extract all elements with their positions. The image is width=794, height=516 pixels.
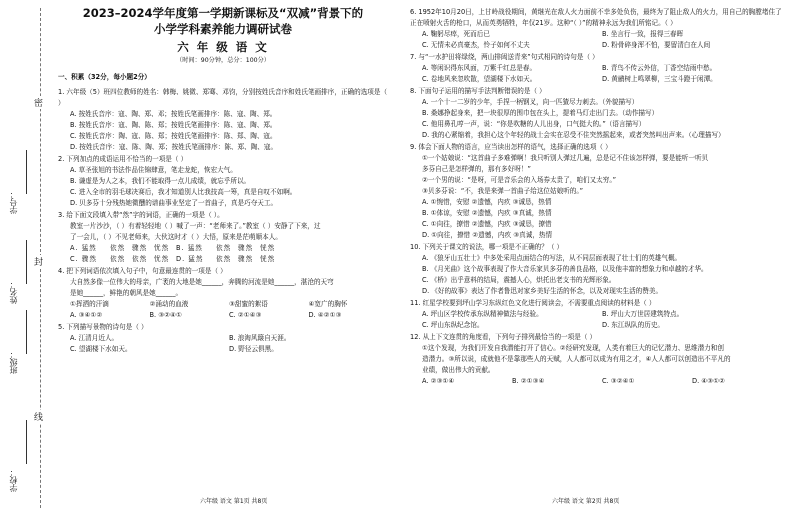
option-word: 依然 — [110, 244, 126, 252]
page-1 — [58, 6, 388, 356]
choice: ①挥洒的汗滴 — [70, 300, 109, 308]
seal-mark-xian: 线 — [34, 410, 43, 423]
option[interactable]: A. 《狼牙山五壮士》中多处采用点面结合的写法，从不同层面表现了壮士们的英雄气概。 — [422, 254, 682, 262]
exam-title-line2: 小学学科素养能力调研试卷 — [154, 22, 292, 36]
question-stem: 7. 与“一水护田将绿绕，两山排闼送青来”句式相同的诗句是（ ） — [410, 53, 599, 61]
option[interactable]: A. 一个十一二岁的少年，手捏一柄钢叉，向一匹猹尽力刺去。（外貌描写） — [422, 98, 639, 106]
option[interactable]: C. 无情未必真豪杰，怜子如何不丈夫 — [422, 41, 530, 49]
option-word: 依然 — [216, 244, 232, 252]
option[interactable]: B. 浪淘风簸自天涯。 — [229, 334, 291, 342]
question-3 — [58, 210, 388, 265]
option[interactable]: D. ④②①③ — [308, 311, 342, 319]
option[interactable]: D. 《好的故事》表达了作者鲁迅对家乡美好生活的怀念，以及对现实生活的赞美。 — [422, 287, 663, 295]
option[interactable]: D. 按姓氏音序：寇、陈、陶、郑；按姓氏笔画排序：陈、郑、陶、寇。 — [70, 143, 278, 151]
choice: ③甜蜜的絮语 — [229, 300, 268, 308]
option-word: 忧然 — [154, 255, 170, 263]
option[interactable]: D. 东江纵队的历史。 — [602, 321, 665, 329]
passage-line: ①这个发现，为我们开发自我潜能打开了信心。②经研究发现，人类有着巨大的记忆潜力、思维潜力和创 — [422, 344, 724, 352]
question-stem: 2. 下列加点的成语运用不恰当的一项是（ ） — [58, 155, 188, 163]
passage-line: ③贝多芬说：“不，我是来弹一首曲子给这位姑娘听的。” — [422, 187, 584, 195]
option[interactable]: A. ③④①② — [70, 311, 103, 319]
passage-line: ②一个男的说：“是呀，可是音乐会的入场券太贵了，咱们又太穷。” — [422, 176, 617, 184]
question-stem: 8. 下面句子运用的描写手法判断错误的是（ ） — [410, 87, 546, 95]
exam-title-line1: 2023–2024学年度第一学期新课标及“双减”背景下的 — [82, 6, 364, 20]
option[interactable]: D. 贝多芬十分残热她微醺的谱曲事业坚定了一首曲子，真是巧夺天工。 — [70, 199, 278, 207]
question-stem: 4. 把下列词语依次填入句子中，句意最连贯的一项是（ ） — [58, 267, 227, 275]
option[interactable]: A. 等闲识得东风面，万紫千红总是春。 — [422, 64, 537, 72]
passage-line: 是她______，鲜艳的朝风是她______。 — [70, 289, 183, 297]
option[interactable]: B. ③②④① — [149, 311, 182, 319]
question-5 — [58, 322, 388, 355]
passage-line: 多芬自己是怎样弹的，那有多好呀！” — [422, 165, 531, 173]
question-7 — [410, 52, 782, 85]
option[interactable]: C. ①向往，撩惜 ②遗憾，内疚 ③诚恳，撩惜 — [422, 220, 552, 228]
option[interactable]: C. 《桥》出乎意料的结局，震撼人心，烘托出老支书的光辉形象。 — [422, 276, 616, 284]
exam-meta: （时间：90分钟，总分：100分） — [176, 57, 270, 64]
school-label: 学校： — [9, 468, 18, 492]
binding-margin — [0, 0, 52, 516]
option-word: 骤然 — [238, 255, 254, 263]
passage-line: 大自然多像一位伟大的母亲，广袤的大地是她______，奔腾的河流是她______，湛沧的天穹 — [70, 278, 334, 286]
option[interactable]: B. 谦虚是为人之本，我们不能取得一点儿成绩，就忘乎所以。 — [70, 177, 251, 185]
question-8 — [410, 86, 782, 141]
option[interactable]: B. 坐言行一致，报得三春晖 — [602, 30, 684, 38]
question-stem: 6. 1952年10月20日，上甘岭战役期间，黄继光在敌人火力面前不幸多处负伤，最终为了阻止敌人的火力，用自己的胸膛堵住了正在喷射火舌的枪口，从而英勇牺牲，年仅21岁。这种“（ ）”的精神永远为我们所铭记。（ ） — [410, 8, 782, 27]
option[interactable]: C. 进入全市的羽毛球决赛后，我才知道别人比我技高一筹，真是自叹不如啊。 — [70, 188, 297, 196]
option[interactable]: C. 骤然 — [70, 255, 97, 263]
option[interactable]: D. 粉骨碎身浑不怕，要留清白在人间 — [602, 41, 711, 49]
answer-row — [410, 320, 782, 331]
option-word: 依然 — [110, 255, 126, 263]
option-word: 忧然 — [154, 244, 170, 252]
student-id-field[interactable] — [26, 150, 27, 194]
seal-mark-mi: 密 — [34, 96, 43, 109]
answer-row — [58, 344, 388, 355]
option-word: 骤然 — [238, 244, 254, 252]
option[interactable]: A. 鞠躬尽瘁，死而后已 — [422, 30, 490, 38]
word-options-row — [58, 254, 388, 265]
option[interactable]: B. 桑娜挣起身来，把一块很厚的围巾包在头上，提着马灯走出门去。（动作描写） — [422, 109, 659, 117]
page-footer-left: 六年级 语文 第1页 共8页 — [200, 498, 268, 505]
option[interactable]: C. 卷地风来忽吹散，望湖楼下水如天。 — [422, 75, 537, 83]
question-stem: 12. 从上下文连贯的角度看，下列句子排列最恰当的一项是（ ） — [410, 333, 597, 341]
option[interactable]: A. 江清月近人。 — [70, 334, 119, 342]
option-word: 恍然 — [260, 244, 276, 252]
option[interactable]: B. ①体谅，安慰 ②遗憾，内疚 ③真诚，热情 — [422, 209, 552, 217]
option[interactable]: D. 猛然 — [176, 255, 204, 263]
option[interactable]: C. ②①④③ — [229, 311, 262, 319]
answer-row — [410, 74, 782, 85]
page-2 — [410, 6, 782, 388]
choice-row — [58, 299, 388, 310]
option-word: 依然 — [216, 255, 232, 263]
passage-line: ①一个姑娘说：“这首曲子多难弹啊！我只听别人弹过几遍，总是记不住该怎样弹，要是能听一听贝 — [422, 154, 709, 162]
answer-row — [410, 63, 782, 74]
question-stem: 10. 下列关于课文的说法，哪一项是不正确的？（ ） — [410, 243, 564, 251]
word-options-row — [58, 243, 388, 254]
question-4 — [58, 266, 388, 321]
option[interactable]: C. 他用鼻孔哼一声，说：“你是吹糖的人儿出身，口气挺大的。”（语言描写） — [422, 120, 646, 128]
option[interactable]: A. 按姓氏音序：寇、陶、郑、邓；按姓氏笔画排序：陈、寇、陶、郑。 — [70, 110, 277, 118]
question-stem: 9. 体会下面人物的语言，应当读出怎样的语气，选择正确的选项（ ） — [410, 143, 612, 151]
question-6 — [410, 7, 782, 51]
question-11 — [410, 298, 782, 331]
answer-row — [410, 29, 782, 40]
option[interactable]: D. 我的心紧缩着，我担心这个年轻的战士会实在忍受不住突然摇起来，或者突然叫出声来。（心理描写） — [422, 131, 725, 139]
name-label: 姓名： — [9, 280, 18, 304]
choice: ②涌动的血液 — [149, 300, 189, 308]
class-field[interactable] — [26, 310, 27, 354]
option[interactable]: B. 坪山大万世居建筑特点。 — [602, 310, 684, 318]
option[interactable]: D. ④③①② — [692, 377, 725, 385]
exam-subject: 六 年 级 语 文 — [177, 40, 269, 54]
option[interactable]: C. 坪山东纵纪念馆。 — [422, 321, 484, 329]
option[interactable]: A. ①惋惜，安慰 ②遗憾，内疚 ③诚恳，热情 — [422, 198, 552, 206]
section-heading: 一、积累（32分，每小题2分） — [58, 73, 151, 81]
option[interactable]: B. 按姓氏音序：寇、陶、陈、郑；按姓氏笔画排序：陈、寇、陶、郑。 — [70, 121, 277, 129]
option[interactable]: A. 猛然 — [70, 244, 97, 252]
answer-row — [410, 309, 782, 320]
option[interactable]: D. 野径云俱黑。 — [229, 345, 278, 353]
option[interactable]: C. ③②④① — [602, 377, 635, 385]
student-id-label: 学号： — [9, 190, 18, 214]
question-9 — [410, 142, 782, 241]
option[interactable]: C. 按姓氏音序：陶、寇、陈、郑；按姓氏笔画排序：陈、郑、陶、寇。 — [70, 132, 277, 140]
name-field[interactable] — [26, 240, 27, 284]
option[interactable]: A. 草圣张旭的书法作品住锦肆意，笔走龙蛇，恢宏大气。 — [70, 166, 237, 174]
answer-row — [58, 333, 388, 344]
question-stem: 5. 下列描写景物的诗句是（ ） — [58, 323, 148, 331]
page-footer-right: 六年级 语文 第2页 共8页 — [552, 498, 620, 505]
seal-mark-feng: 封 — [34, 255, 43, 268]
answer-row — [410, 376, 782, 387]
option[interactable]: A. ②③①④ — [422, 377, 455, 385]
option[interactable]: A. 坪山区学校传承东纵精神做法与经验。 — [422, 310, 543, 318]
question-1 — [58, 87, 388, 153]
answer-row — [410, 40, 782, 51]
option[interactable]: D. 黄鹂树上鸣翠柳，三宝斗蹬于闲潭。 — [602, 75, 717, 83]
question-10 — [410, 242, 782, 297]
option-word: 恍然 — [260, 255, 276, 263]
passage-line: 教室一片沙沙，（ ）有着轻轻地（ ）喊了一声：“老师来了。”教室（ ）安静了下来，过 — [70, 222, 321, 230]
question-12 — [410, 332, 782, 387]
passage-line: 业绩，做出伟大的贡献。 — [422, 366, 495, 374]
option[interactable]: B. ②①③④ — [512, 377, 545, 385]
option[interactable]: B. 猛然 — [176, 244, 203, 252]
answer-row — [58, 310, 388, 321]
choice: ④宽广的胸怀 — [308, 300, 348, 308]
passage-line: 了一会儿，（ ）不见老师来，大伙这时才（ ）大悟，原来是茫萌顺本人。 — [70, 233, 282, 241]
passage-line: 造潜力。③所以说，成就他不是靠那些人的天赋，人人都可以成为有用之才，④人人都可以创造出不平凡的 — [422, 355, 731, 363]
question-stem: 1. 六年级（5）班四位教师的姓名：韩梅、姚微、郑骞、邓钧，分别按姓氏音序和姓氏笔画排序，正确的选项是（ ） — [58, 88, 388, 107]
question-stem: 3. 给下面文段填入带“然”字的词语，正确的一项是（ ）。 — [58, 211, 224, 219]
option[interactable]: C. 望湖楼下水如天。 — [70, 345, 132, 353]
school-field[interactable] — [26, 420, 27, 464]
option[interactable]: D. ①向往，撩惜 ②遗憾，内疚 ③真诚，热情 — [422, 231, 553, 239]
question-stem: 11. 红星学校要到坪山学习东纵红色文化进行阅读会，不需要重点阅读的材料是（ ） — [410, 299, 656, 307]
option-word: 依然 — [132, 255, 148, 263]
question-2 — [58, 154, 388, 209]
option[interactable]: B. 青鸟不传云外信，丁香空结雨中愁。 — [602, 64, 717, 72]
option[interactable]: B. 《月光曲》这个故事表现了作大音乐家贝多芬的善良品格，以及他丰富的想象力和卓越的才华。 — [422, 265, 708, 273]
class-label: 班级： — [9, 350, 18, 374]
option-word: 骤然 — [132, 244, 148, 252]
